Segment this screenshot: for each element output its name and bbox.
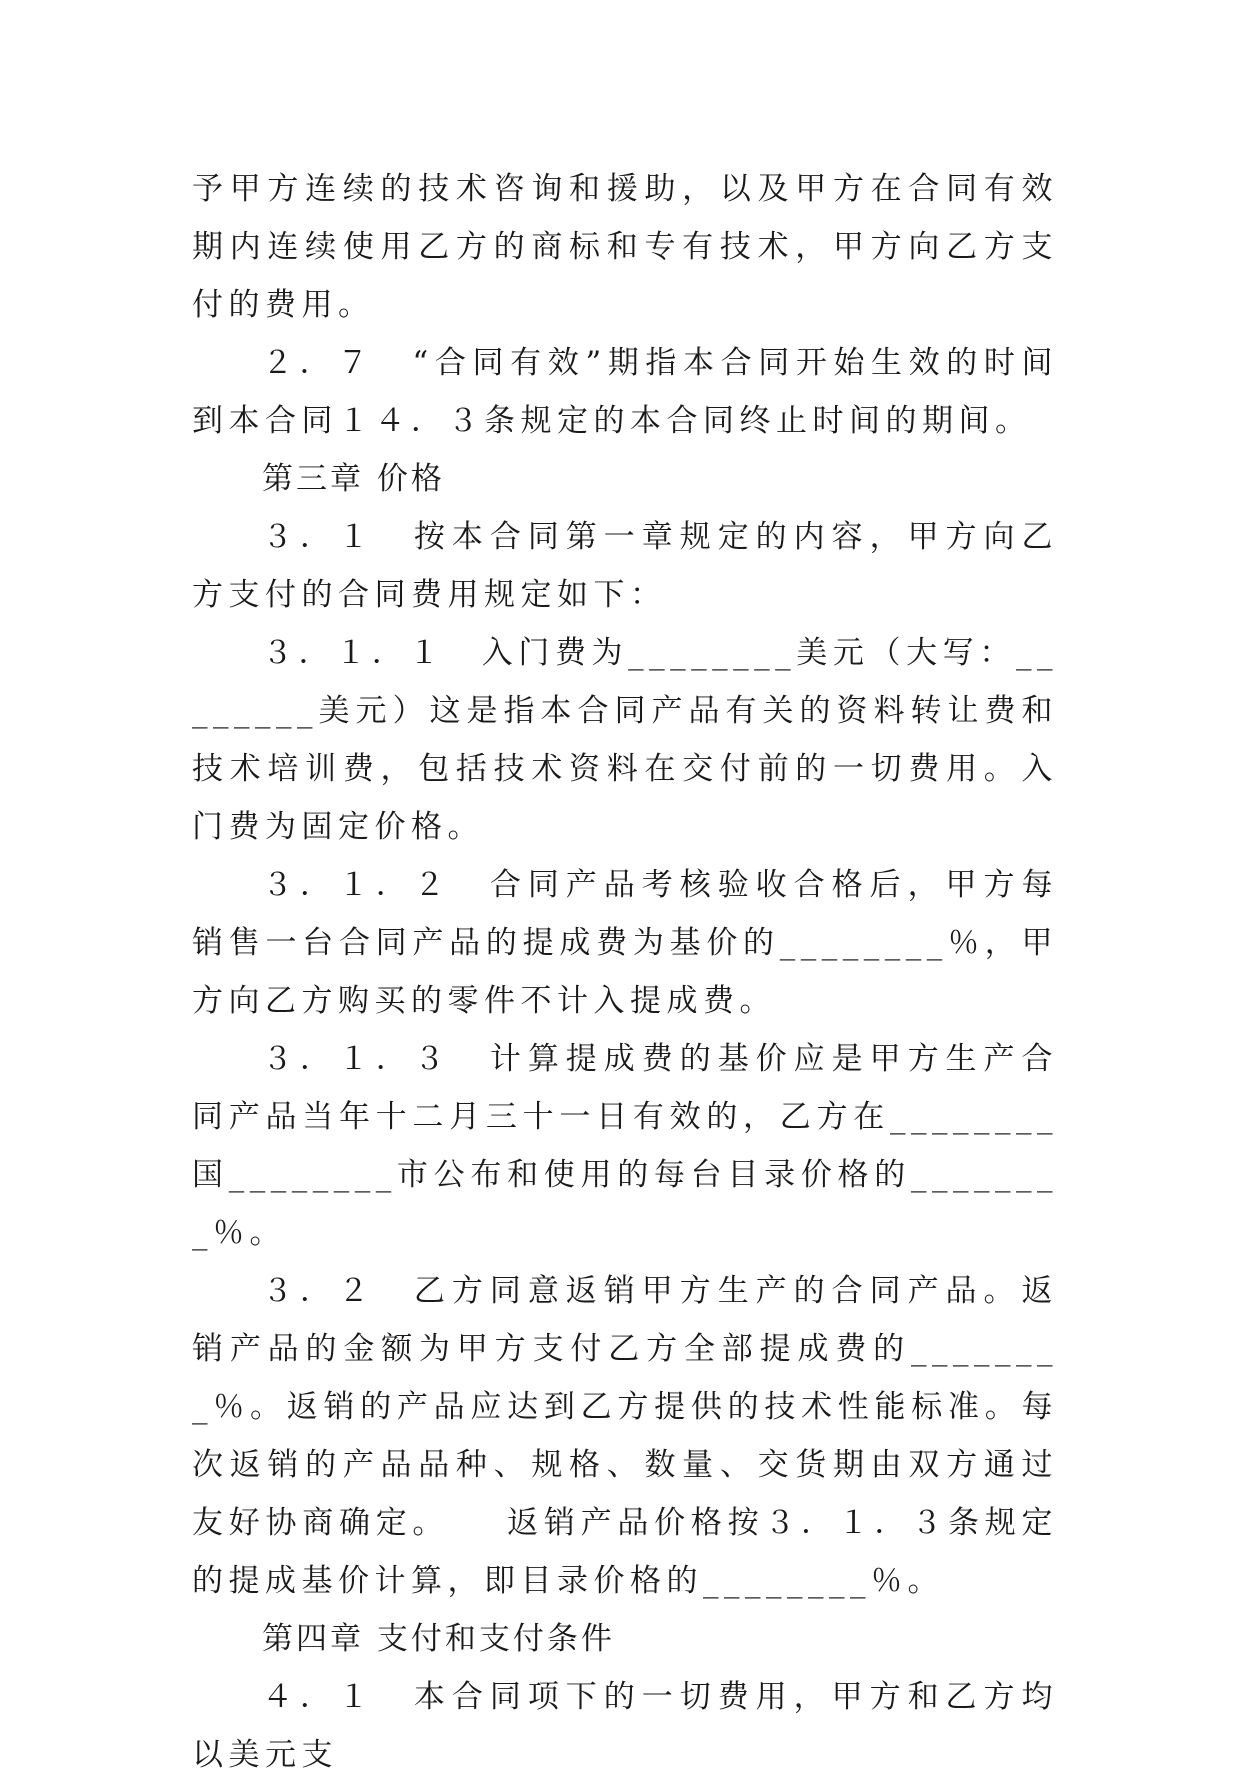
chapter-3-heading: 第三章 价格: [262, 461, 445, 497]
clause-3-1-3: ３．１．３ 计算提成费的基价应是甲方生产合同产品当年十二月三十一日有效的，乙方在________国________市公布和使用的每台目录价格的________％。: [192, 1041, 1058, 1251]
clause-3-1-2: ３．１．２ 合同产品考核验收合格后，甲方每销售一台合同产品的提成费为基价的________％，甲方向乙方购买的零件不计入提成费。: [192, 867, 1058, 1019]
chapter-4-heading: 第四章 支付和支付条件: [262, 1621, 615, 1657]
clause-3-1-1: ３．１．１ 入门费为________美元（大写：________美元）这是指本合同产品有关的资料转让费和技术培训费，包括技术资料在交付前的一切费用。入门费为固定价格。: [192, 635, 1058, 845]
clause-3-1: ３．１ 按本合同第一章规定的内容，甲方向乙方支付的合同费用规定如下：: [192, 519, 1058, 613]
clause-3-2: ３．２ 乙方同意返销甲方生产的合同产品。返销产品的金额为甲方支付乙方全部提成费的________％。返销的产品应达到乙方提供的技术性能标准。每次返销的产品品种、规格、数量、交货期由双方通过友好协商确定。 返销产品价格按３．１．３条规定的提成基价计算，即目录价格的________％。: [192, 1273, 1058, 1599]
paragraph-continuation: 予甲方连续的技术咨询和援助，以及甲方在合同有效期内连续使用乙方的商标和专有技术，甲方向乙方支付的费用。: [192, 171, 1058, 323]
clause-4-1: ４．１ 本合同项下的一切费用，甲方和乙方均以美元支: [192, 1679, 1058, 1773]
document-body: [192, 160, 1058, 1784]
clause-2-7: ２．７ “合同有效”期指本合同开始生效的时间到本合同１４．３条规定的本合同终止时间的期间。: [192, 345, 1058, 439]
